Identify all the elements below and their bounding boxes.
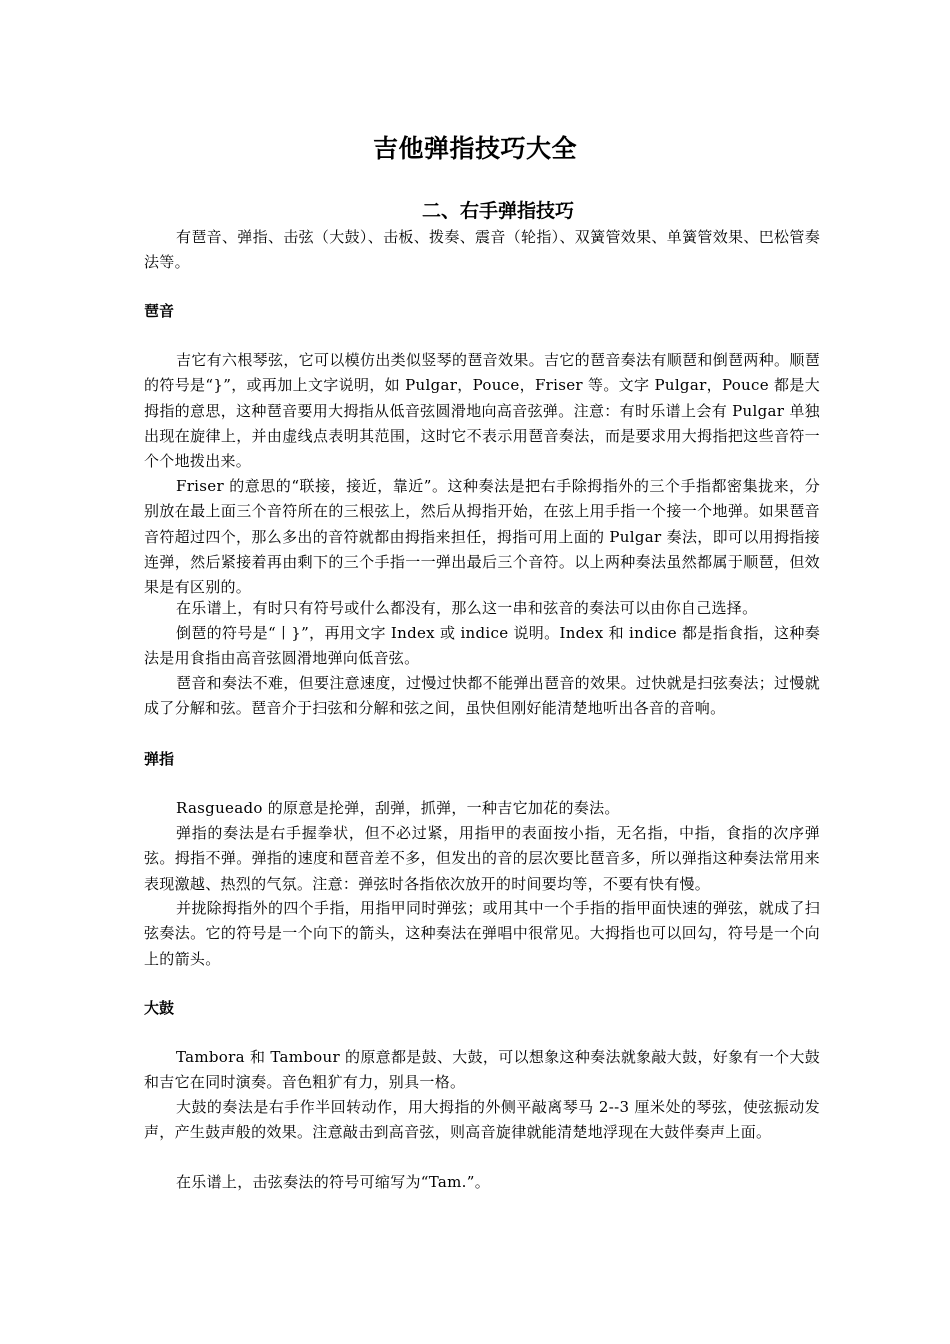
arpeggio-paragraph-4: 倒琶的符号是“丨}”，再用文字 Index 或 indice 说明。Index 和 indice 都是指食指，这种奏法是用食指由高音弦圆滑地弹向低音弦。 [144, 624, 820, 668]
heading-arpeggio: 琶音 [144, 302, 175, 320]
rasgueado-paragraph-1: Rasgueado 的原意是抡弹，刮弹，抓弹，一种吉它加花的奏法。 [176, 799, 620, 817]
rasgueado-paragraph-2: 弹指的奏法是右手握拳状，但不必过紧，用指甲的表面按小指，无名指，中指，食指的次序弹弦。拇指不弹。弹指的速度和琶音差不多，但发出的音的层次要比琶音多，所以弹指这种奏法常用来表现激越、热烈的气氛。注意：弹弦时各指依次放开的时间要均等，不要有快有慢。 [144, 824, 820, 893]
tambora-paragraph-3: 在乐谱上，击弦奏法的符号可缩写为“Tam.”。 [176, 1173, 491, 1191]
heading-rasgueado: 弹指 [144, 750, 175, 768]
document-title: 吉他弹指技巧大全 [372, 134, 577, 163]
rasgueado-paragraph-3: 并拢除拇指外的四个手指，用指甲同时弹弦；或用其中一个手指的指甲面快速的弹弦，就成了扫弦奏法。它的符号是一个向下的箭头，这种奏法在弹唱中很常见。大拇指也可以回勾，符号是一个向上的箭头。 [144, 899, 820, 968]
heading-tambora: 大鼓 [144, 999, 175, 1017]
arpeggio-paragraph-2: Friser 的意思的“联接，接近，靠近”。这种奏法是把右手除拇指外的三个手指都密集拢来，分别放在最上面三个音符所在的三根弦上，然后从拇指开始，在弦上用手指一个接一个地弹。如果琶音音符超过四个，那么多出的音符就都由拇指来担任，拇指可用上面的 Pulgar 奏法，即可以用拇指接连弹，然后紧接着再由剩下的三个手指一一弹出最后三个音符。以上两种奏法虽然都属于顺琶，但效果是有区别的。 [144, 477, 820, 597]
tambora-paragraph-2: 大鼓的奏法是右手作半回转动作，用大拇指的外侧平敲离琴马 2--3 厘米处的琴弦，使弦振动发声，产生鼓声般的效果。注意敲击到高音弦，则高音旋律就能清楚地浮现在大鼓伴奏声上面。 [144, 1098, 820, 1142]
arpeggio-paragraph-1: 吉它有六根琴弦，它可以模仿出类似竖琴的琶音效果。吉它的琶音奏法有顺琶和倒琶两种。顺琶的符号是“}”，或再加上文字说明，如 Pulgar，Pouce，Friser 等。文字 Pulgar，Pouce 都是大拇指的意思，这种琶音要用大拇指从低音弦圆滑地向高音弦弹。注意：有时乐谱上会有 Pulgar 单独出现在旋律上，并由虚线点表明其范围，这时它不表示用琶音奏法，而是要求用大拇指把这些音符一个个地拨出来。 [144, 351, 820, 471]
arpeggio-paragraph-5: 琶音和奏法不难，但要注意速度，过慢过快都不能弹出琶音的效果。过快就是扫弦奏法；过慢就成了分解和弦。琶音介于扫弦和分解和弦之间，虽快但刚好能清楚地听出各音的音响。 [144, 674, 820, 718]
section-title: 二、右手弹指技巧 [421, 200, 574, 222]
intro-paragraph: 有琶音、弹指、击弦（大鼓）、击板、拨奏、震音（轮指）、双簧管效果、单簧管效果、巴松管奏法等。 [144, 228, 820, 272]
arpeggio-paragraph-3: 在乐谱上，有时只有符号或什么都没有，那么这一串和弦音的奏法可以由你自己选择。 [176, 599, 758, 617]
tambora-paragraph-1: Tambora 和 Tambour 的原意都是鼓、大鼓，可以想象这种奏法就象敲大鼓，好象有一个大鼓和吉它在同时演奏。音色粗犷有力，别具一格。 [144, 1048, 820, 1092]
